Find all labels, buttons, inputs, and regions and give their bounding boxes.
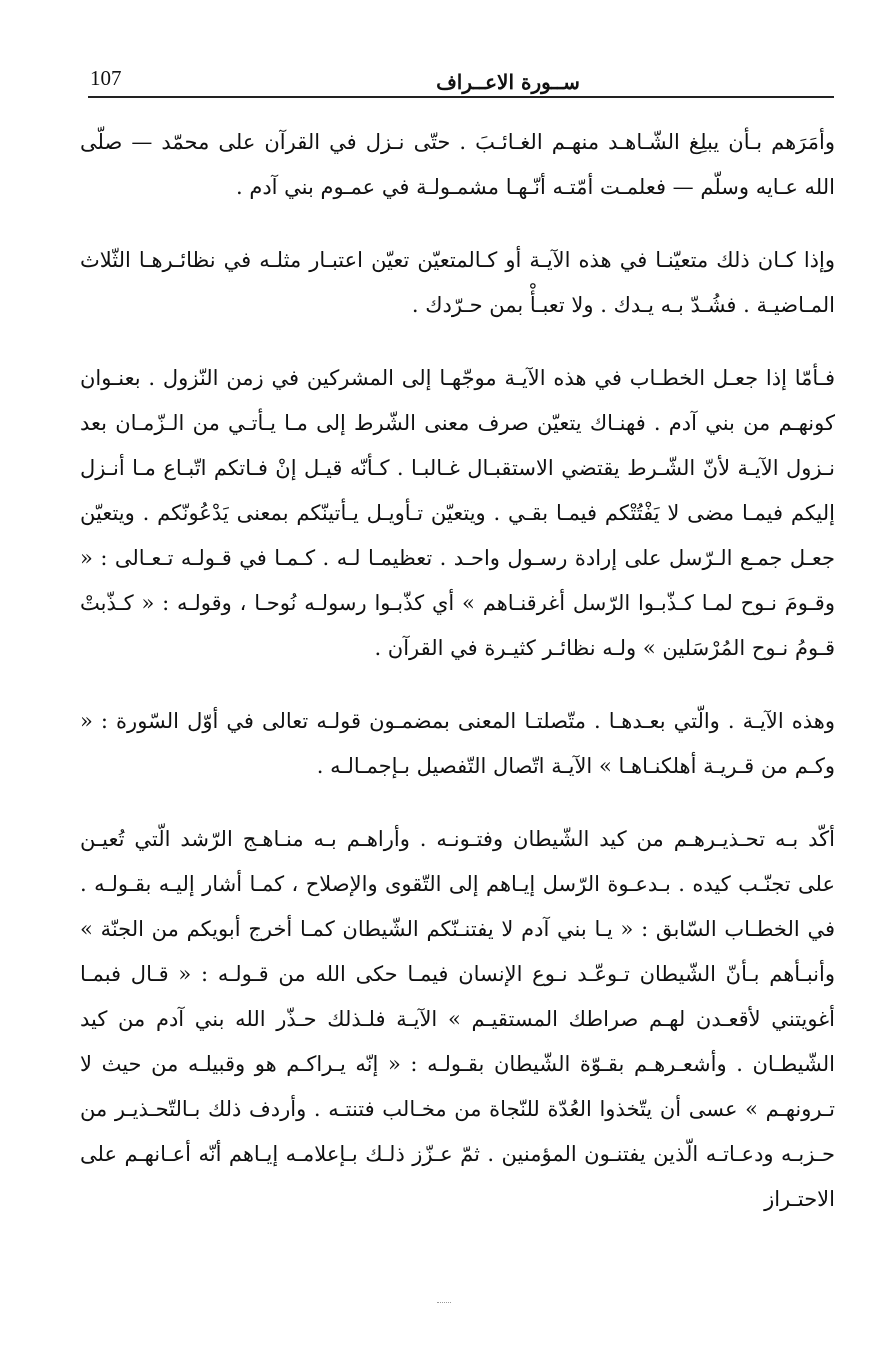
scan-mark bbox=[437, 1302, 451, 1303]
paragraph-gap bbox=[80, 789, 835, 817]
paragraph-gap bbox=[80, 210, 835, 238]
header-divider bbox=[88, 96, 834, 98]
running-title: ســورة الاعــراف bbox=[436, 70, 580, 94]
paragraph-2: وإذا كـان ذلك متعيّنـا في هذه الآيـة أو كـالمتعيّن تعيّن اعتبـار مثلـه في نظائـرهـا الثّلاث المـاضيـة . فشُـدّ بـه يـدك . ولا تعبـأْ بمن حـرّدك . bbox=[80, 248, 835, 317]
page-header bbox=[88, 66, 834, 96]
page-number: 107 bbox=[90, 66, 122, 90]
paragraph-1: وأمَرَهم بـأن يبلِغ الشّـاهـد منهـم الغـائـبَ . حتّى نـزل في القرآن على محمّد — صلّى الله عـايه وسلّم — فعلمـت أمّتـه أنّـهـا مشمـولـة في عمـوم بني آدم . bbox=[80, 130, 835, 199]
page-body bbox=[80, 120, 835, 1222]
paragraph-3: فـأمّا إذا جعـل الخطـاب في هذه الآيـة موجّهـا إلى المشركين في زمن النّزول . بعنـوان كونهـم من بني آدم . فهنـاك يتعيّن صرف معنى الشّرط إلى مـا يـأتـي من الـزّمـان بعد نـزول الآيـة لأنّ الشّـرط يقتضي الاستقبـال غـالبـا . كـأنّه قيـل إنْ فـاتكم اتّبـاع مـا أنـزل إليكم فيمـا مضى لا يَفْتُتْكم فيمـا بقـي . ويتعيّن تـأويـل يـأتينّكم بمعنى يَدْعُونّكم . ويتعيّن جعـل جمـع الـرّسل على إرادة رسـول واحـد . تعظيمـا لـه . كـمـا في قـولـه تـعـالى : « وقـومَ نـوح لمـا كـذّبـوا الرّسل أغرقنـاهم » أي كذّبـوا رسولـه نُوحـا ، وقولـه : « كـذّبتْ قـومُ نـوح المُرْسَلين » ولـه نظائـر كثيـرة في القرآن . bbox=[80, 366, 835, 660]
paragraph-gap bbox=[80, 671, 835, 699]
paragraph-4: وهذه الآيـة . والّتي بعـدهـا . متّصلتـا المعنى بمضمـون قولـه تعالى في أوّل السّورة : « وكـم من قـريـة أهلكنـاهـا » الآيـة اتّصال التّفصيل بـإجمـالـه . bbox=[80, 709, 835, 778]
paragraph-5: أكّد بـه تحـذيـرهـم من كيد الشّيطان وفتـونـه . وأراهـم بـه منـاهـج الرّشد الّتي تُعيـن على تجنّـب كيده . بـدعـوة الرّسل إيـاهم إلى التّقوى والإصلاح ، كمـا أشار إليـه بقـولـه . في الخطـاب السّابق : « يـا بني آدم لا يفتنـنّكم الشّيطان كمـا أخرج أبويكم من الجنّة » وأنبـأهم بـأنّ الشّيطان تـوعّـد نـوع الإنسان فيمـا حكى الله من قـولـه : « قـال فبمـا أغويتني لأقعـدن لهـم صراطك المستقيـم » الآيـة فلـذلك حـذّر الله بني آدم من كيد الشّيطـان . وأشعـرهـم بقـوّة الشّيطان بقـولـه : « إنّه يـراكـم هو وقبيلـه من حيث لا تـرونهـم » عسى أن يتّخذوا العُدّة للنّجاة من مخـالب فتنتـه . وأردف ذلك بـالتّحـذيـر من حـزبـه ودعـاتـه الّذين يفتنـون المؤمنين . ثمّ عـزّز ذلـك بـإعلامـه إيـاهم أنّه أعـانهـم على الاحتـراز bbox=[80, 827, 835, 1211]
paragraph-gap bbox=[80, 328, 835, 356]
